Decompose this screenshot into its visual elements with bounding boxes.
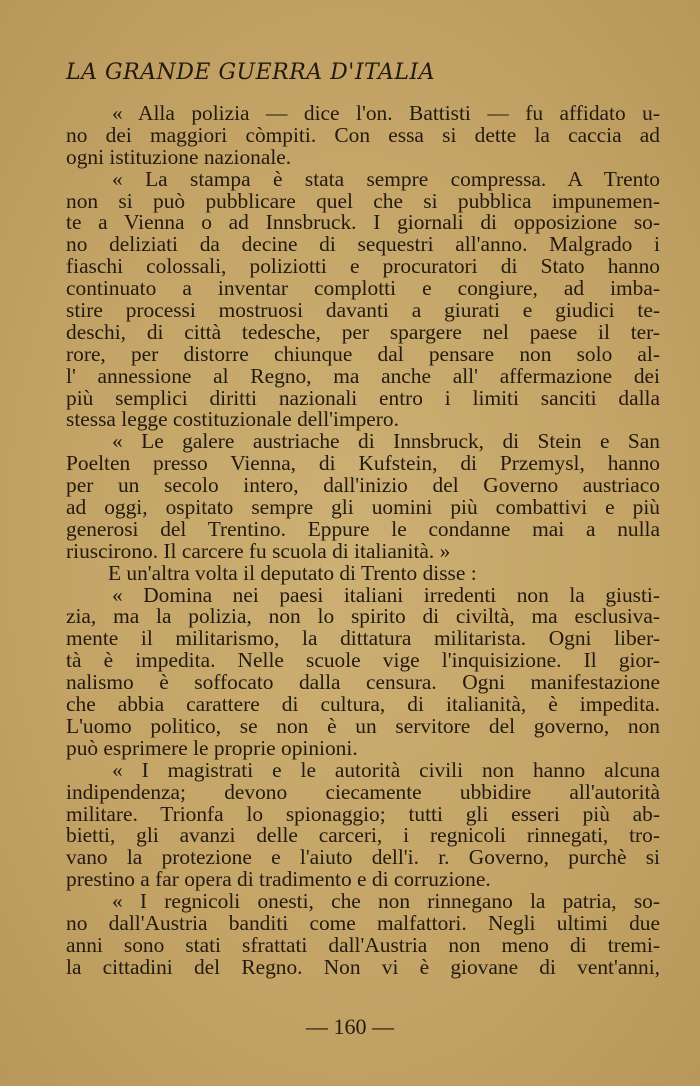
text-line: mente il militarismo, la dittatura militarista. Ogni liber- <box>66 626 660 651</box>
text-line: zia, ma la polizia, non lo spirito di civiltà, ma esclusiva- <box>66 604 660 629</box>
text-line: rore, per distorre chiunque dal pensare non solo al- <box>66 341 660 366</box>
text-line: può esprimere le proprie opinioni. <box>66 735 358 760</box>
text-line: no dei maggiori còmpiti. Con essa si dette la caccia ad <box>66 122 660 147</box>
text-line: « Domina nei paesi italiani irredenti non la giusti- <box>112 582 660 607</box>
text-line: tà è impedita. Nelle scuole vige l'inquisizione. Il gior- <box>66 648 660 673</box>
text-line: « I regnicoli onesti, che non rinnegano la patria, so- <box>112 889 660 914</box>
text-line: fiaschi colossali, poliziotti e procuratori di Stato hanno <box>66 254 660 279</box>
text-line: nalismo è soffocato dalla censura. Ogni manifestazione <box>66 670 660 695</box>
text-line: deschi, di città tedesche, per spargere nel paese il ter- <box>66 319 660 344</box>
text-line: la cittadini del Regno. Non vi è giovane di vent'anni, <box>66 954 660 979</box>
text-line: l' annessione al Regno, ma anche all' affermazione dei <box>66 363 660 388</box>
text-line: ad oggi, ospitato sempre gli uomini più combattivi e più <box>66 495 660 520</box>
text-line: più semplici diritti nazionali entro i limiti sanciti dalla <box>66 385 660 410</box>
text-line: continuato a inventar complotti e congiure, ad imba- <box>66 276 660 301</box>
text-line: che abbia carattere di cultura, di italianità, è impedita. <box>66 692 660 717</box>
text-line: non si può pubblicare quel che si pubblica impunemen- <box>66 188 660 213</box>
running-head: LA GRANDE GUERRA D'ITALIA <box>66 60 436 85</box>
text-line: indipendenza; devono ciecamente ubbidire all'autorità <box>66 779 660 804</box>
text-line: stessa legge costituzionale dell'impero. <box>66 407 399 432</box>
text-line: te a Vienna o ad Innsbruck. I giornali di opposizione so- <box>66 210 660 235</box>
text-line: stire processi mostruosi davanti a giurati e giudici te- <box>66 298 660 323</box>
text-line: E un'altra volta il deputato di Trento disse : <box>108 560 477 585</box>
text-line: prestino a far opera di tradimento e di corruzione. <box>66 867 491 892</box>
text-line: riuscirono. Il carcere fu scuola di italianità. » <box>66 538 451 563</box>
text-line: L'uomo politico, se non è un servitore del governo, non <box>66 713 660 738</box>
text-line: per un secolo intero, dall'inizio del Governo austriaco <box>66 473 660 498</box>
text-line: « I magistrati e le autorità civili non hanno alcuna <box>112 757 660 782</box>
text-line: « Alla polizia — dice l'on. Battisti — fu affidato u- <box>112 101 660 125</box>
text-line: generosi del Trentino. Eppure le condanne mai a nulla <box>66 516 660 541</box>
body-text <box>66 103 660 979</box>
text-line: militare. Trionfa lo spionaggio; tutti gli esseri più ab- <box>66 801 660 826</box>
text-line: no dall'Austria banditi come malfattori. Negli ultimi due <box>66 910 660 935</box>
text-line: Poelten presso Vienna, di Kufstein, di Przemysl, hanno <box>66 451 660 476</box>
text-line: anni sono stati sfrattati dall'Austria non meno di tremi- <box>66 932 660 957</box>
text-line: « Le galere austriache di Innsbruck, di Stein e San <box>112 429 660 454</box>
text-line: bietti, gli avanzi delle carceri, i regnicoli rinnegati, tro- <box>66 823 660 848</box>
text-line: « La stampa è stata sempre compressa. A Trento <box>112 166 660 191</box>
text-line: vano la protezione e l'aiuto dell'i. r. Governo, purchè si <box>66 845 660 870</box>
text-line: no deliziati da decine di sequestri all'anno. Malgrado i <box>66 232 660 257</box>
page-number: — 160 — <box>306 1014 394 1039</box>
text-line: ogni istituzione nazionale. <box>66 144 292 169</box>
